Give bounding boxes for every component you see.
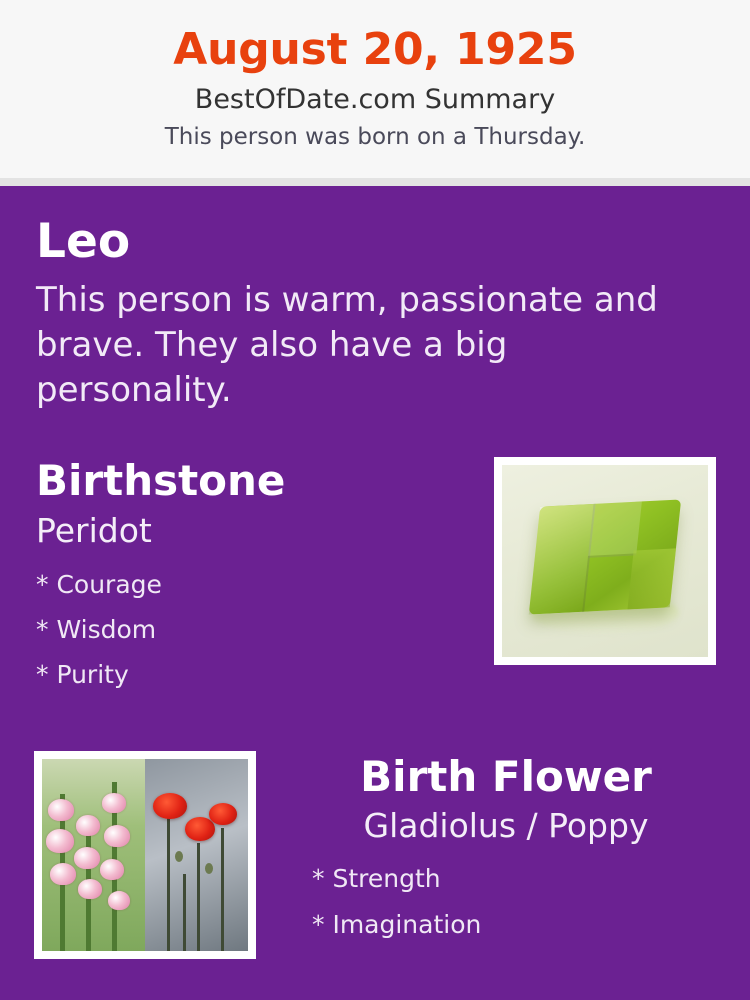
birth-flower-trait: * Imagination [312,910,482,939]
peridot-gemstone-icon [502,465,708,657]
birth-flower-name: Gladiolus / Poppy [363,806,649,845]
gem-facet [628,549,676,609]
birthstone-image [494,457,716,665]
birthstone-trait: * Courage [36,570,162,599]
header [0,0,750,178]
header-divider [0,178,750,186]
birthstone-name: Peridot [36,511,152,550]
gladiolus-poppy-icon [42,759,248,951]
birth-flower-trait: * Strength [312,864,441,893]
birth-flower-text [296,749,716,948]
birthstone-trait: * Wisdom [36,615,157,644]
page-title: August 20, 1925 [173,24,577,75]
birth-flower-image [34,751,256,959]
birthstone-section [34,453,716,697]
birthstone-trait: * Purity [36,660,129,689]
birth-flower-title: Birth Flower [360,752,652,801]
poppy-photo-half [145,759,248,951]
birth-flower-section [34,749,716,959]
birthstone-title: Birthstone [36,456,286,505]
gem-body [529,500,681,615]
zodiac-sign-title: Leo [36,214,131,269]
zodiac-description: This person is warm, passionate and brave. They also have a big personality. [36,280,658,410]
gem-facet [588,502,642,558]
gladiolus-photo-half [42,759,145,951]
details-panel [0,186,750,1000]
gem-facet [529,504,596,614]
weekday-note: This person was born on a Thursday. [164,124,586,150]
site-summary-label: BestOfDate.com Summary [194,84,556,115]
